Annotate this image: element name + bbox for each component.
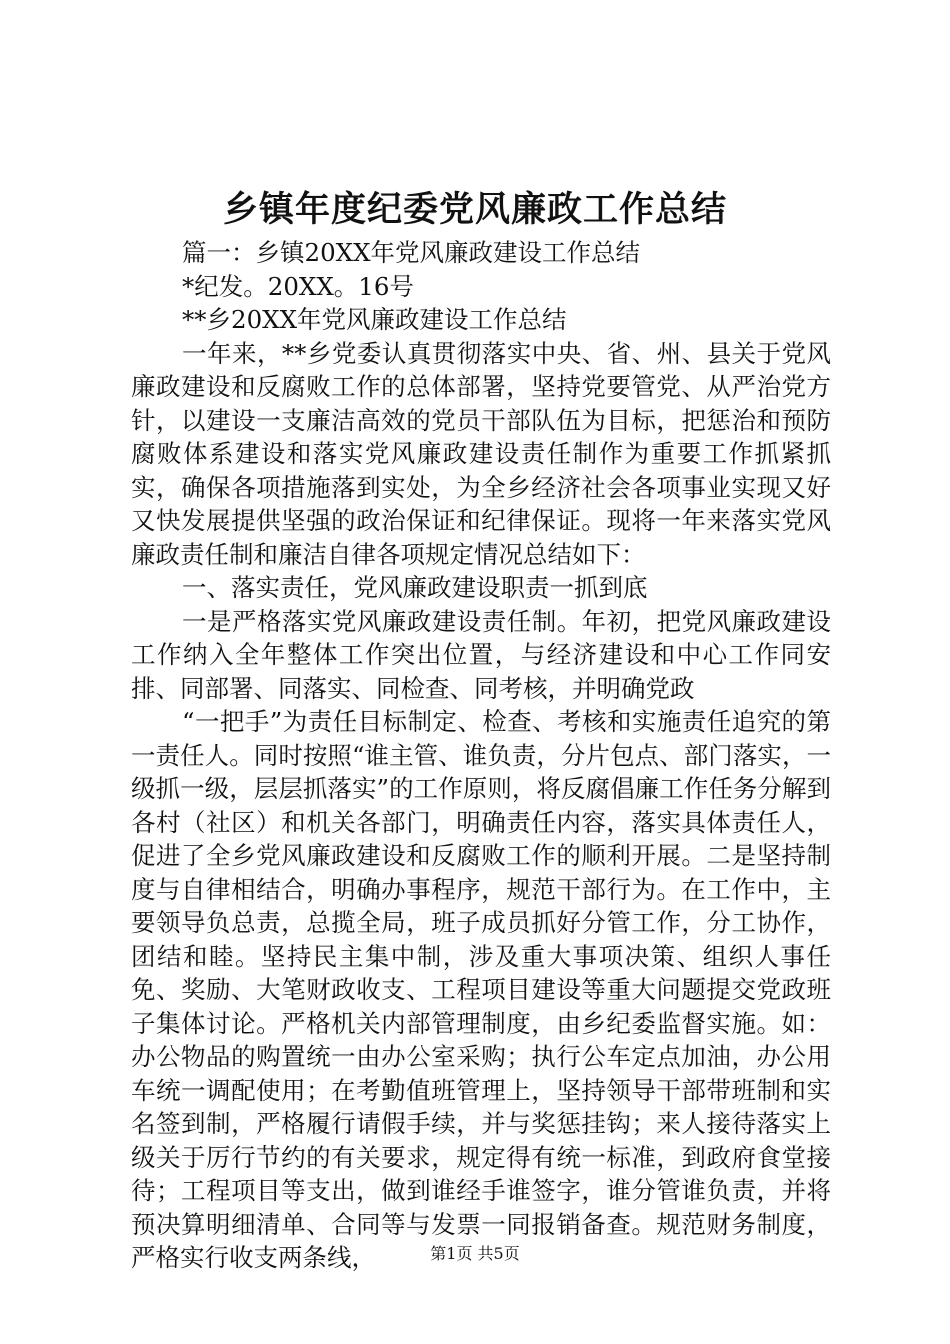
paragraph-point-1: 一是严格落实党风廉政建设责任制。年初，把党风廉政建设工作纳入全年整体工作突出位置，与经济建设和中心工作同安排、同部署、同落实、同检查、同考核，并明确党政 <box>131 606 831 703</box>
paragraph-point-2: “一把手”为责任目标制定、检查、考核和实施责任追究的第一责任人。同时按照“谁主管、谁负责，分片包点、部门落实，一级抓一级，层层抓落实”的工作原则，将反腐倡廉工作任务分解到各村（社区）和机关各部门，明确责任内容，落实具体责任人，促进了全乡党风廉政建设和反腐败工作的顺利开展。二是坚持制度与自律相结合，明确办事程序，规范干部行为。在工作中，主要领导负总责，总揽全局，班子成员抓好分管工作，分工协作，团结和睦。坚持民主集中制，涉及重大事项决策、组织人事任免、奖励、大笔财政收支、工程项目建设等重大问题提交党政班子集体讨论。严格机关内部管理制度，由乡纪委监督实施。如：办公物品的购置统一由办公室采购；执行公车定点加油，办公用车统一调配使用；在考勤值班管理上，坚持领导干部带班制和实名签到制，严格履行请假手续，并与奖惩挂钩；来人接待落实上级关于厉行节约的有关要求，规定得有统一标准，到政府食堂接待；工程项目等支出，做到谁经手谁签字，谁分管谁负责，并将预决算明细清单、合同等与发票一同报销备查。规范财务制度，严格实行收支两条线， <box>131 707 831 1272</box>
paragraph-heading-1: 篇一：乡镇20XX年党风廉政建设工作总结 <box>182 238 641 267</box>
document-body <box>131 236 831 1275</box>
paragraph-intro: 一年来，**乡党委认真贯彻落实中央、省、州、县关于党风廉政建设和反腐败工作的总体部署，坚持党要管党、从严治党方针，以建设一支廉洁高效的党员干部队伍为目标，把惩治和预防腐败体系建设和落实党风廉政建设责任制作为重要工作抓紧抓实，确保各项措施落到实处，为全乡经济社会各项事业实现又好又快发展提供坚强的政治保证和纪律保证。现将一年来落实党风廉政责任制和廉洁自律各项规定情况总结如下： <box>131 338 831 569</box>
page-number-footer: 第1页 共5页 <box>430 1244 520 1263</box>
paragraph-doc-number: *纪发。20XX。16号 <box>182 271 414 301</box>
paragraph-subtitle: **乡20XX年党风廉政建设工作总结 <box>182 305 567 334</box>
paragraph-section-1: 一、落实责任，党风廉政建设职责一抓到底 <box>182 573 648 602</box>
document-title: 乡镇年度纪委党风廉政工作总结 <box>222 189 727 230</box>
